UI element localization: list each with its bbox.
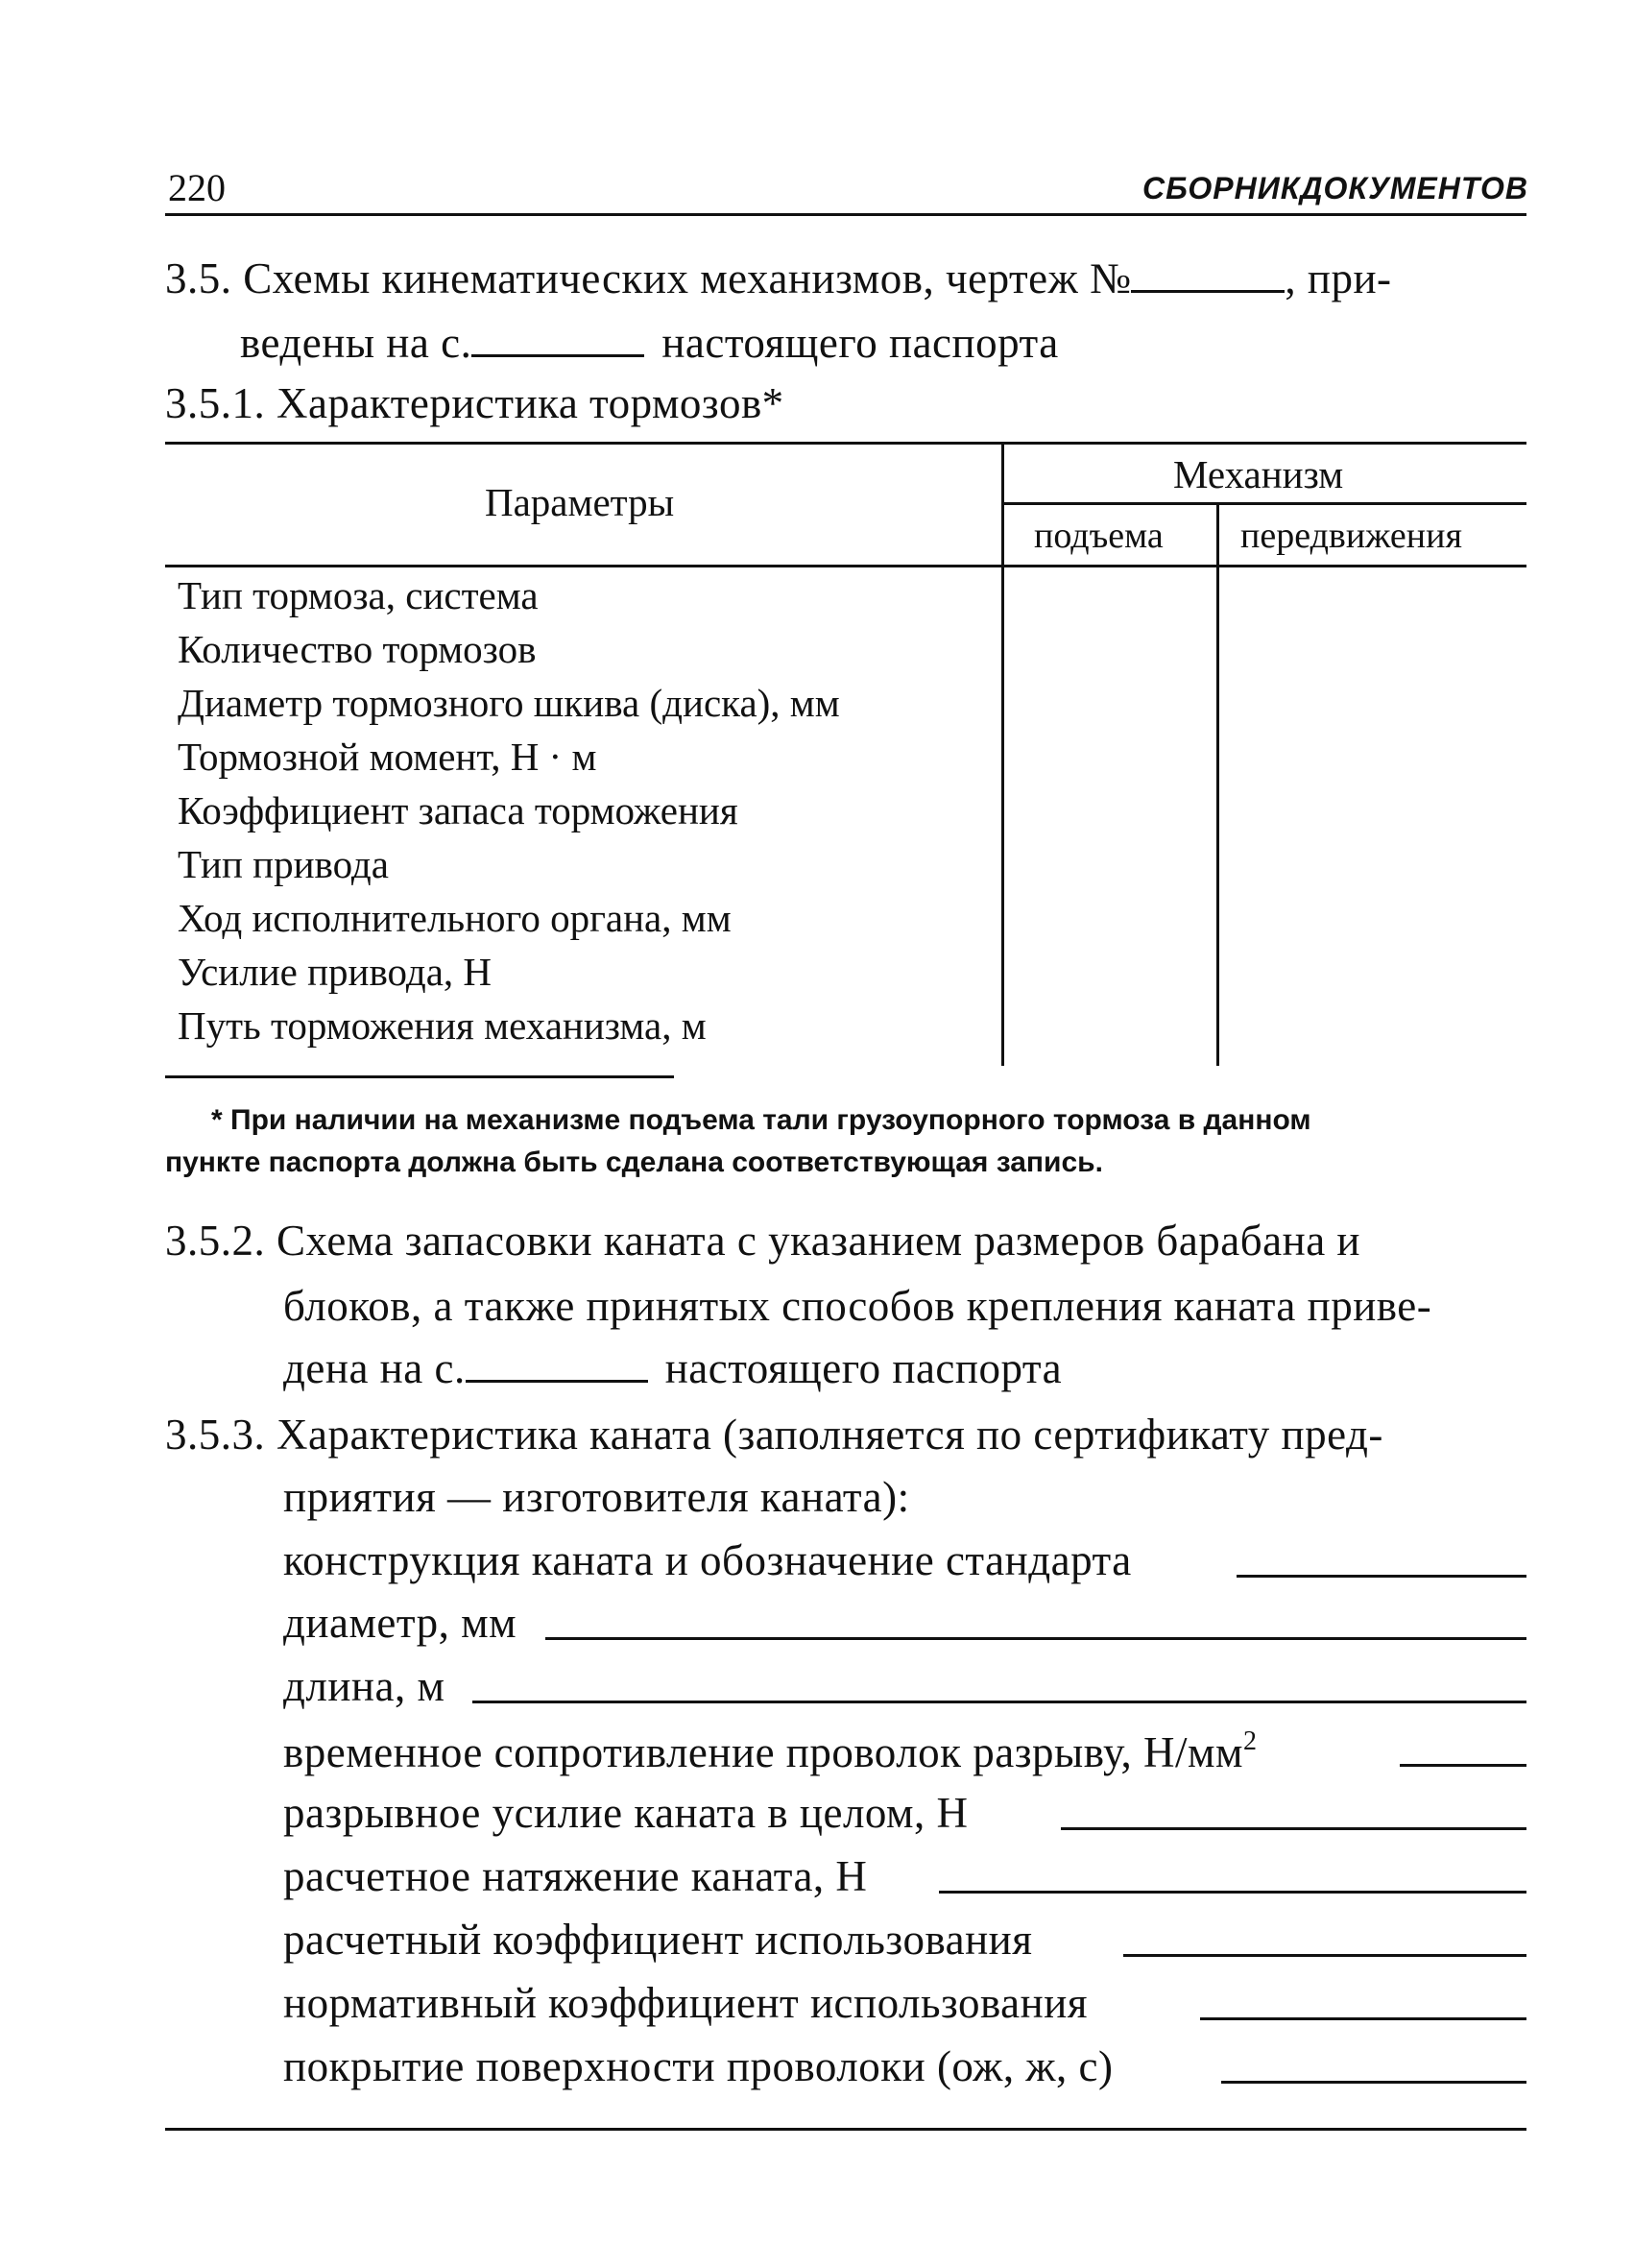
- rope-field-breaking-force-line[interactable]: [1061, 1827, 1526, 1830]
- section-3-5-3-line1: 3.5.3. Характеристика каната (заполняется по сертификату пред-: [165, 1411, 1383, 1459]
- col-header-lifting: подъема: [1034, 516, 1164, 556]
- rope-field-normative-coefficient-line[interactable]: [1200, 2017, 1526, 2020]
- col-header-mechanism: Механизм: [1173, 452, 1344, 496]
- page-number: 220: [168, 166, 226, 209]
- col-header-params: Параметры: [485, 480, 675, 524]
- section-3-5-2-line3-start: дена на с.: [283, 1344, 466, 1392]
- table-row: Диаметр тормозного шкива (диска), мм: [178, 681, 840, 725]
- rope-field-breaking-force: разрывное усилие каната в целом, Н: [283, 1789, 969, 1837]
- table-row: Количество тормозов: [178, 627, 537, 671]
- table-row: Ход исполнительного органа, мм: [178, 896, 732, 940]
- table-row: Коэффициент запаса торможения: [178, 788, 738, 832]
- section-3-5-line2: [240, 319, 1059, 367]
- rope-field-diameter: диаметр, мм: [283, 1599, 517, 1647]
- table-row: Тип тормоза, система: [178, 573, 539, 617]
- table-header-rule: [165, 565, 1526, 567]
- table-col-divider-2: [1216, 502, 1219, 1066]
- section-3-5-text: 3.5. Схемы кинематических механизмов, чертеж №: [165, 254, 1132, 302]
- rope-field-wire-coating-line[interactable]: [1221, 2081, 1526, 2084]
- rope-field-diameter-line[interactable]: [545, 1637, 1526, 1640]
- table-top-rule: [165, 442, 1526, 445]
- running-title: СБОРНИКДОКУМЕНТОВ: [1142, 171, 1528, 205]
- footnote-line-2: пункте паспорта должна быть сделана соответствующая запись.: [165, 1146, 1103, 1178]
- section-3-5-line2-end: настоящего паспорта: [661, 319, 1059, 367]
- rope-field-normative-coefficient: нормативный коэффициент использования: [283, 1979, 1088, 2027]
- rope-field-tensile-strength-line[interactable]: [1400, 1764, 1526, 1767]
- rope-field-length: длина, м: [283, 1662, 445, 1710]
- header-rule: [165, 213, 1526, 216]
- rope-field-wire-coating: покрытие поверхности проволоки (ож, ж, с): [283, 2042, 1114, 2090]
- rope-field-design-coefficient-line[interactable]: [1123, 1954, 1526, 1957]
- table-col-divider-1: [1001, 442, 1004, 1066]
- table-group-rule: [1003, 502, 1526, 505]
- bottom-rule: [165, 2128, 1526, 2131]
- section-3-5-2-line1: 3.5.2. Схема запасовки каната с указанием размеров барабана и: [165, 1217, 1361, 1265]
- section-3-5-2-line3-end: настоящего паспорта: [664, 1344, 1063, 1392]
- superscript-two: 2: [1242, 1726, 1258, 1756]
- page-ref-blank-1[interactable]: [471, 353, 644, 357]
- table-row: Тормозной момент, Н · м: [178, 735, 597, 779]
- footnote-line-1: * При наличии на механизме подъема тали грузоупорного тормоза в данном: [211, 1104, 1311, 1136]
- footnote-rule: [165, 1075, 674, 1078]
- section-3-5-2-line2: блоков, а также принятых способов крепления каната приве-: [283, 1282, 1432, 1330]
- rope-field-tensile-strength: [283, 1728, 1257, 1774]
- drawing-number-blank[interactable]: [1131, 289, 1285, 293]
- section-3-5-3-line2: приятия — изготовителя каната):: [283, 1473, 910, 1521]
- table-row: Путь торможения механизма, м: [178, 1003, 707, 1048]
- section-3-5-line1: [165, 254, 1392, 302]
- rope-field-design-tension: расчетное натяжение каната, Н: [283, 1852, 868, 1900]
- rope-field-length-line[interactable]: [472, 1701, 1526, 1703]
- section-3-5-line2-start: ведены на с.: [240, 319, 472, 367]
- rope-field-construction: конструкция каната и обозначение стандарта: [283, 1536, 1132, 1584]
- rope-field-construction-line[interactable]: [1237, 1575, 1526, 1578]
- rope-field-tensile-strength-label: временное сопротивление проволок разрыву, Н/мм: [283, 1728, 1243, 1776]
- table-row: Тип привода: [178, 842, 389, 886]
- table-row: Усилие привода, Н: [178, 950, 493, 994]
- page-ref-blank-2[interactable]: [466, 1379, 648, 1383]
- section-3-5-1-heading: 3.5.1. Характеристика тормозов*: [165, 379, 784, 427]
- section-3-5-2-line3: [283, 1344, 1063, 1392]
- section-3-5-text-end: , при-: [1285, 254, 1392, 302]
- col-header-travel: передвижения: [1240, 516, 1462, 556]
- rope-field-design-tension-line[interactable]: [939, 1891, 1526, 1894]
- rope-field-design-coefficient: расчетный коэффициент использования: [283, 1916, 1033, 1964]
